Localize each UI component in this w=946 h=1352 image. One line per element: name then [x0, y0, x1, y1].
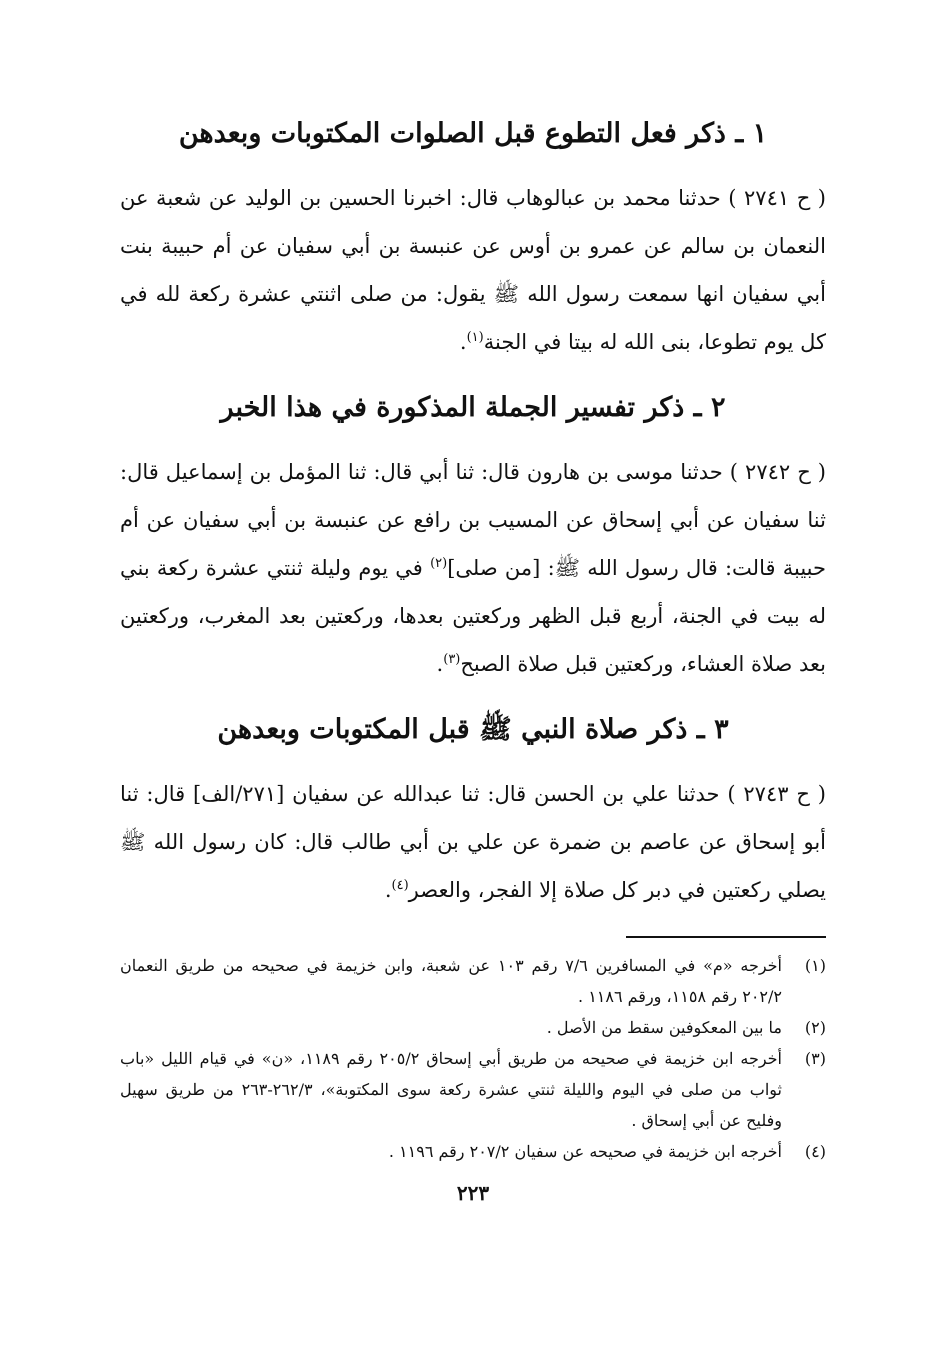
- footnote-text: ما بين المعكوفين سقط من الأصل .: [546, 1018, 782, 1037]
- paragraph-end: .: [459, 330, 467, 354]
- footnote-text: أخرجه «م» في المسافرين ٧/٦ رقم ١٠٣ عن شعبة، وابن خزيمة في صحيحه من طريق النعمان ٢٠٢/٢ رقم ١١٥٨، ورقم ١١٨٦ .: [120, 956, 782, 1006]
- footnote-item: [120, 1136, 826, 1167]
- paragraph-end: .: [436, 652, 444, 676]
- footnote-ref: (٢): [430, 556, 448, 571]
- footnote-number: (٤): [804, 1142, 826, 1161]
- paragraph-end: .: [384, 878, 392, 902]
- page-number: ٢٢٣: [456, 1181, 490, 1205]
- footnote-text: أخرجه ابن خزيمة في صحيحه من طريق أبي إسحاق ٢٠٥/٢ رقم ١١٨٩، «ن» في قيام الليل «باب ثواب من صلى في اليوم والليلة ثنتي عشرة ركعة سوى المكتوبة»، ٢٦٢/٣-٢٦٣ من طريق سهيل وفليح عن أبي إسحاق .: [120, 1049, 782, 1130]
- footnote-item: [120, 1043, 826, 1136]
- section-3: [120, 710, 826, 914]
- footnote-ref: (٣): [443, 652, 461, 667]
- footnotes: [120, 950, 826, 1167]
- hadith-paragraph: [120, 174, 826, 366]
- hadith-paragraph: [120, 770, 826, 914]
- hadith-paragraph: [120, 448, 826, 688]
- section-1: [120, 114, 826, 366]
- footnote-ref: (٤): [391, 878, 409, 893]
- section-heading: ٣ ـ ذكر صلاة النبي ﷺ قبل المكتوبات وبعدهن: [217, 714, 729, 745]
- section-2: [120, 388, 826, 688]
- footnote-number: (١): [804, 956, 826, 975]
- hadith-text: في يوم وليلة ثنتي عشرة ركعة بني له بيت في الجنة، أربع قبل الظهر وركعتين بعدها، وركعتين بعد المغرب، وركعتين بعد صلاة العشاء، وركعتين قبل صلاة الصبح: [120, 556, 826, 676]
- footnote-divider: [626, 936, 826, 938]
- footnote-item: [120, 1012, 826, 1043]
- footnote-number: (٢): [804, 1018, 826, 1037]
- footnote-text: أخرجه ابن خزيمة في صحيحه عن سفيان ٢٠٧/٢ رقم ١١٩٦ .: [388, 1142, 782, 1161]
- book-page: [120, 100, 826, 1312]
- section-heading: ١ ـ ذكر فعل التطوع قبل الصلوات المكتوبات وبعدهن: [178, 118, 768, 149]
- section-heading: ٢ ـ ذكر تفسير الجملة المذكورة في هذا الخبر: [220, 392, 726, 423]
- footnote-number: (٣): [804, 1049, 826, 1068]
- hadith-text: ( ح ٢٧٤٢ ) حدثنا موسى بن هارون قال: ثنا أبي قال: ثنا المؤمل بن إسماعيل قال: ثنا سفيان عن أبي إسحاق عن المسيب بن رافع عن عنبسة بن أبي سفيان عن أم حبيبة قالت: قال رسول الله ﷺ: [من صلى]: [120, 460, 826, 580]
- footnote-ref: (١): [466, 330, 484, 345]
- hadith-text: ( ح ٢٧٤١ ) حدثنا محمد بن عبالوهاب قال: اخبرنا الحسين بن الوليد عن شعبة عن النعمان بن سالم عن عمرو بن أوس عن عنبسة بن أبي سفيان عن أم حبيبة بنت أبي سفيان انها سمعت رسول الله ﷺ يقول: من صلى اثنتي عشرة ركعة لله في كل يوم تطوعا، بنى الله له بيتا في الجنة: [120, 186, 826, 354]
- hadith-text: ( ح ٢٧٤٣ ) حدثنا علي بن الحسن قال: ثنا عبدالله عن سفيان [٢٧١/الف] قال: ثنا أبو إسحاق عن عاصم بن ضمرة عن علي بن أبي طالب قال: كان رسول الله ﷺ يصلي ركعتين في دبر كل صلاة إلا الفجر، والعصر: [120, 782, 826, 902]
- footnote-item: [120, 950, 826, 1012]
